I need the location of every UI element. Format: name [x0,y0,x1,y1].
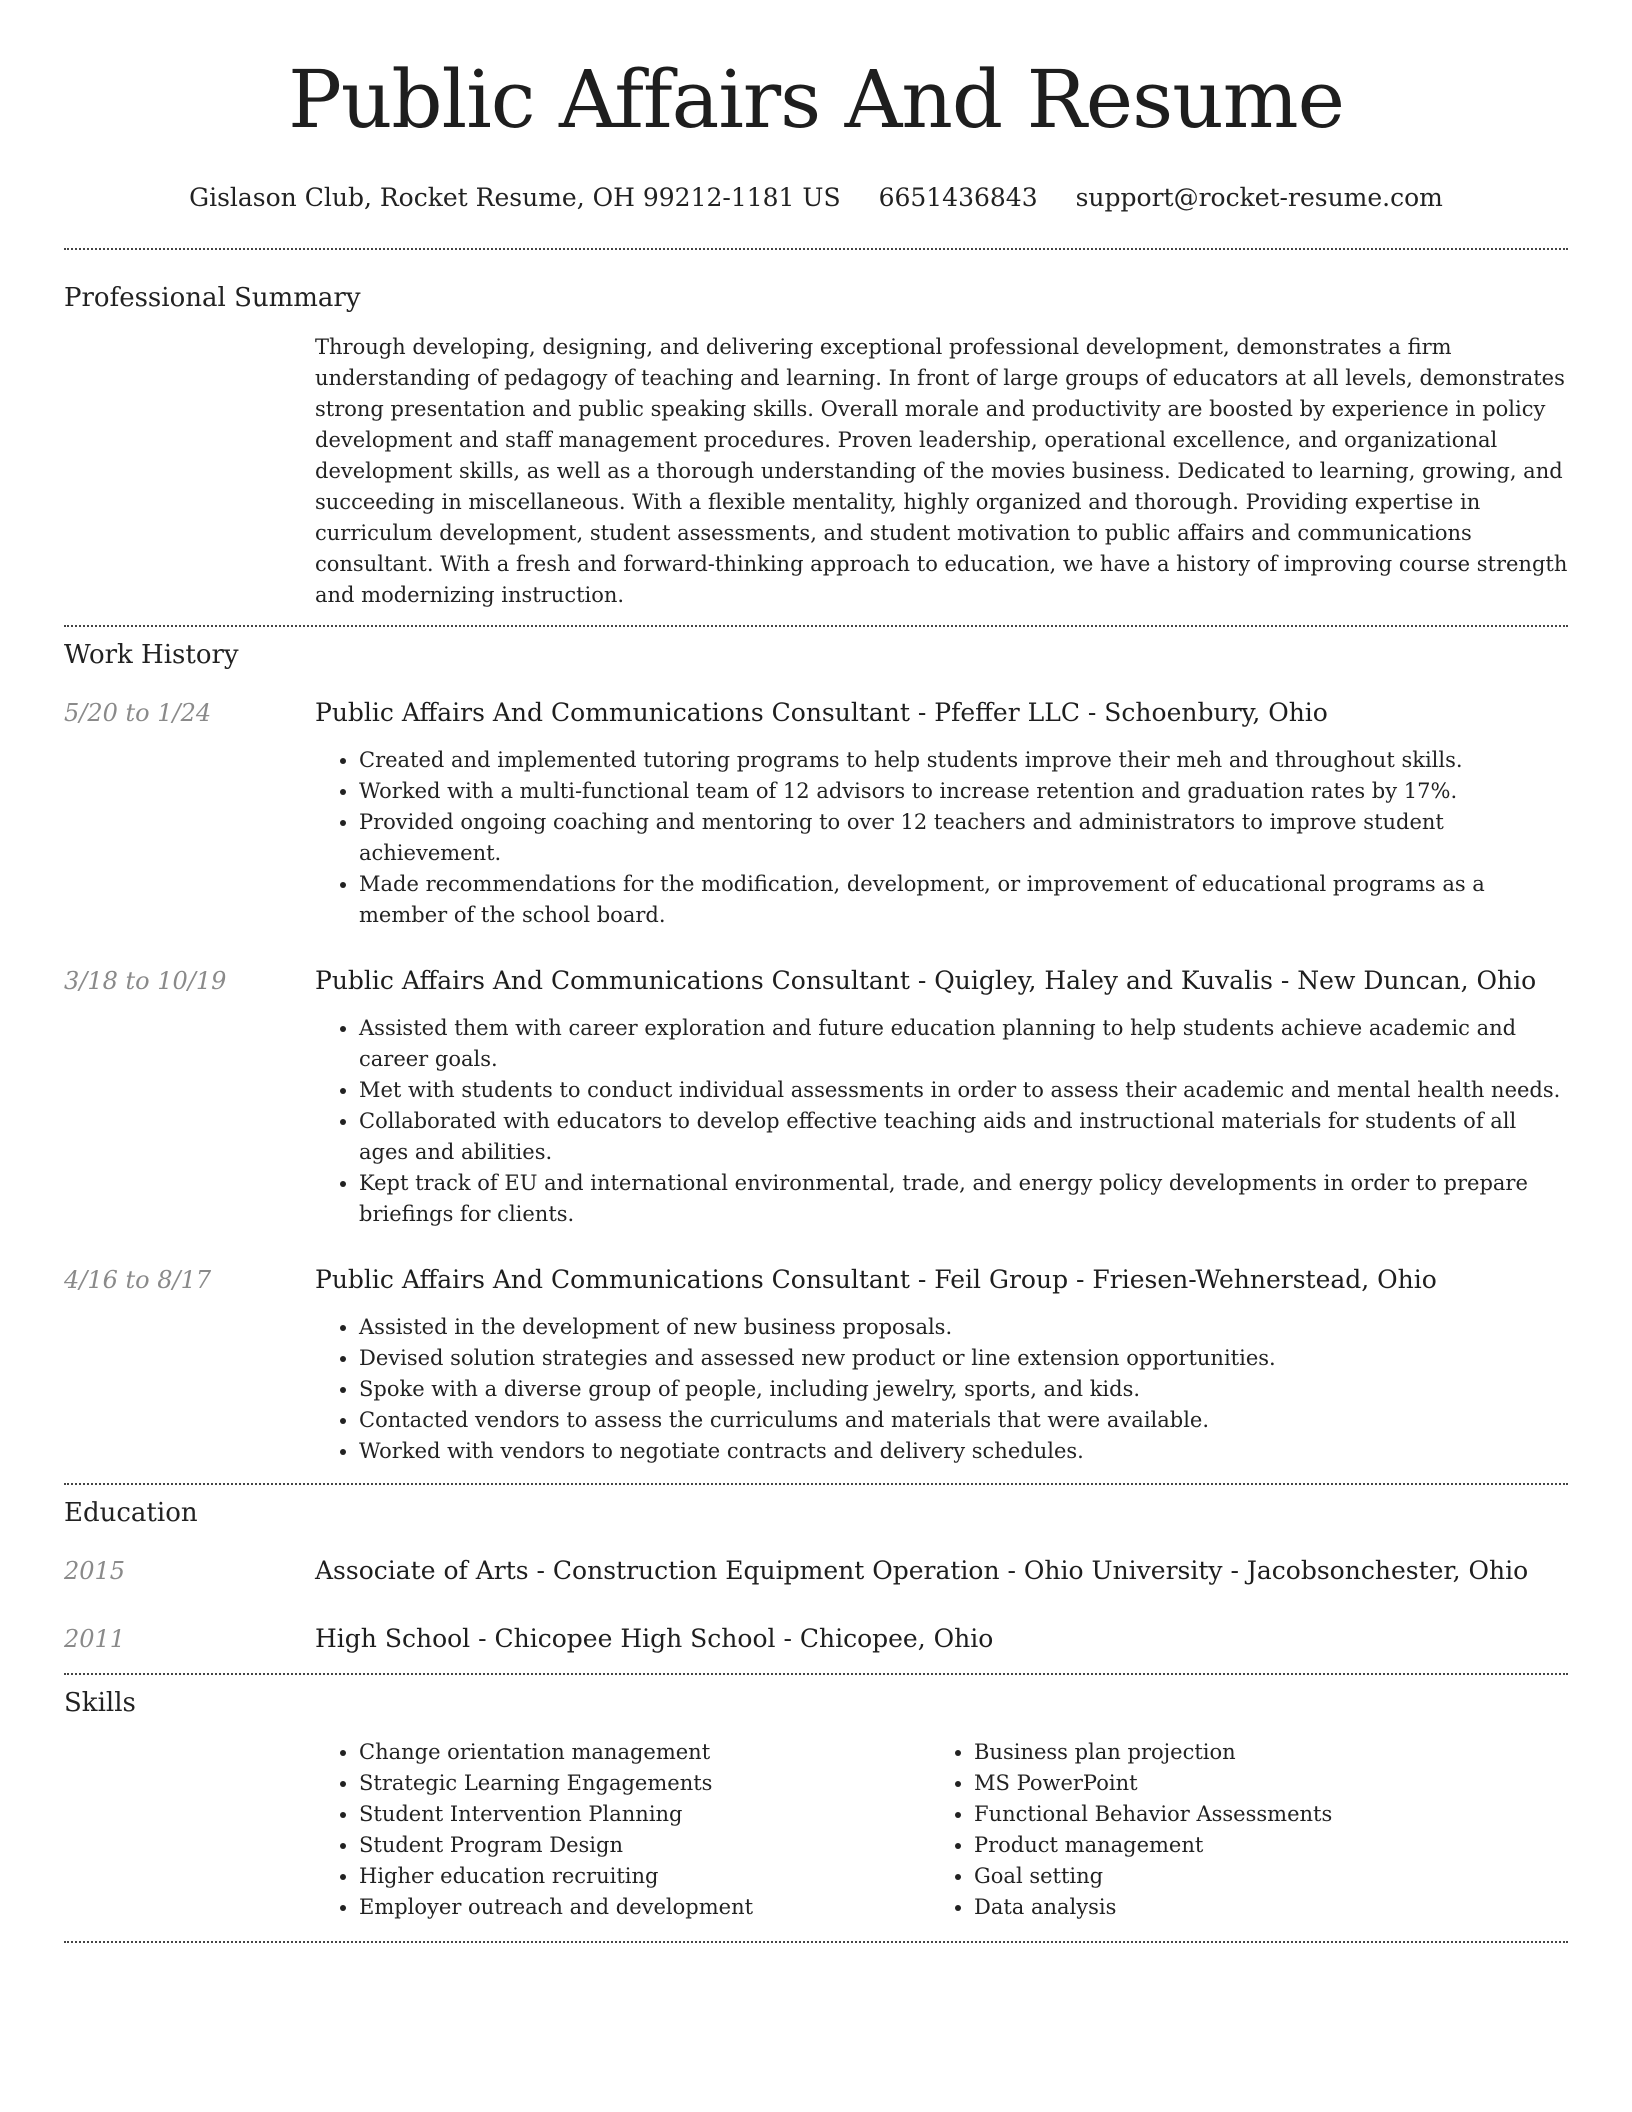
summary-section [64,250,1568,611]
job-header [64,965,1568,997]
job-bullets [315,1312,1568,1467]
list-item: • Provided ongoing coaching and mentoring to over 12 teachers and administrators to improve student achievement. [359,807,1568,869]
education-year: 2011 [64,1625,126,1653]
work-history-section [64,627,1568,1467]
contact-address: Gislason Club, Rocket Resume, OH 99212-1181 US [189,183,841,212]
list-item: • Devised solution strategies and assessed new product or line extension opportunities. [359,1343,1568,1374]
job-dates: 3/18 to 10/19 [64,967,227,995]
job-header [64,697,1568,729]
job-title: Public Affairs And Communications Consultant - Quigley, Haley and Kuvalis - New Duncan, Ohio [315,966,1537,995]
section-title-work-history: Work History [64,640,239,670]
skill-item: • Data analysis [974,1892,1545,1923]
skill-item: • Employer outreach and development [359,1892,930,1923]
education-heading: Associate of Arts - Construction Equipment Operation - Ohio University - Jacobsonchester, Ohio [315,1556,1529,1585]
list-item: • Collaborated with educators to develop effective teaching aids and instructional materials for students of all ages and abilities. [359,1106,1568,1168]
skill-item: • Business plan projection [974,1737,1545,1768]
list-item: • Spoke with a diverse group of people, including jewelry, sports, and kids. [359,1374,1568,1405]
list-item: • Created and implemented tutoring programs to help students improve their meh and throughout skills. [359,745,1568,776]
job-dates: 4/16 to 8/17 [64,1266,212,1294]
job-bullets [315,1013,1568,1230]
skills-list-right [930,1737,1545,1923]
skills-columns [315,1737,1568,1923]
divider [64,1941,1568,1943]
education-year: 2015 [64,1557,126,1585]
education-section [64,1485,1568,1655]
job-entry [64,697,1568,931]
education-entry [64,1555,1568,1587]
list-item: • Assisted in the development of new business proposals. [359,1312,1568,1343]
job-header [64,1264,1568,1296]
skill-item: • Student Program Design [359,1830,930,1861]
education-heading: High School - Chicopee High School - Chicopee, Ohio [315,1624,994,1653]
list-item: • Worked with vendors to negotiate contracts and delivery schedules. [359,1436,1568,1467]
list-item: • Kept track of EU and international environmental, trade, and energy policy developments in order to prepare briefings for clients. [359,1168,1568,1230]
contact-phone: 6651436843 [878,183,1038,212]
skill-item: • Strategic Learning Engagements [359,1768,930,1799]
skill-item: • Goal setting [974,1861,1545,1892]
education-entry [64,1623,1568,1655]
job-title: Public Affairs And Communications Consultant - Feil Group - Friesen-Wehnerstead, Ohio [315,1265,1437,1294]
section-title-education: Education [64,1498,198,1528]
section-title-skills: Skills [64,1688,136,1718]
skills-list-left [315,1737,930,1923]
job-entry [64,1264,1568,1467]
skill-item: • Product management [974,1830,1545,1861]
list-item: • Assisted them with career exploration and future education planning to help students achieve academic and career goals. [359,1013,1568,1075]
list-item: • Worked with a multi-functional team of 12 advisors to increase retention and graduation rates by 17%. [359,776,1568,807]
job-dates: 5/20 to 1/24 [64,699,212,727]
job-entry [64,965,1568,1230]
skill-item: • Functional Behavior Assessments [974,1799,1545,1830]
job-title: Public Affairs And Communications Consultant - Pfeffer LLC - Schoenbury, Ohio [315,698,1328,727]
list-item: • Made recommendations for the modification, development, or improvement of educational programs as a member of the school board. [359,869,1568,931]
resume-header [64,0,1568,214]
job-bullets [315,745,1568,931]
contact-line [64,182,1568,214]
section-title-summary: Professional Summary [64,283,361,313]
skill-item: • Student Intervention Planning [359,1799,930,1830]
skill-item: • Higher education recruiting [359,1861,930,1892]
summary-text: Through developing, designing, and delivering exceptional professional development, demonstrates a firm understanding of pedagogy of teaching and learning. In front of large groups of educators at all levels, demonstrates strong presentation and public speaking skills. Overall morale and productivity are boosted by experience in policy development and staff management procedures. Proven leadership, operational excellence, and organizational development skills, as well as a thorough understanding of the movies business. Dedicated to learning, growing, and succeeding in miscellaneous. With a flexible mentality, highly organized and thorough. Providing expertise in curriculum development, student assessments, and student motivation to public affairs and communications consultant. With a fresh and forward-thinking approach to education, we have a history of improving course strength and modernizing instruction. [315,335,1568,607]
list-item: • Contacted vendors to assess the curriculums and materials that were available. [359,1405,1568,1436]
candidate-name: Public Affairs And Resume [288,53,1344,146]
contact-email: support@rocket-resume.com [1075,183,1443,212]
skill-item: • MS PowerPoint [974,1768,1545,1799]
skills-section [64,1675,1568,1923]
list-item: • Met with students to conduct individual assessments in order to assess their academic and mental health needs. [359,1075,1568,1106]
skill-item: • Change orientation management [359,1737,930,1768]
